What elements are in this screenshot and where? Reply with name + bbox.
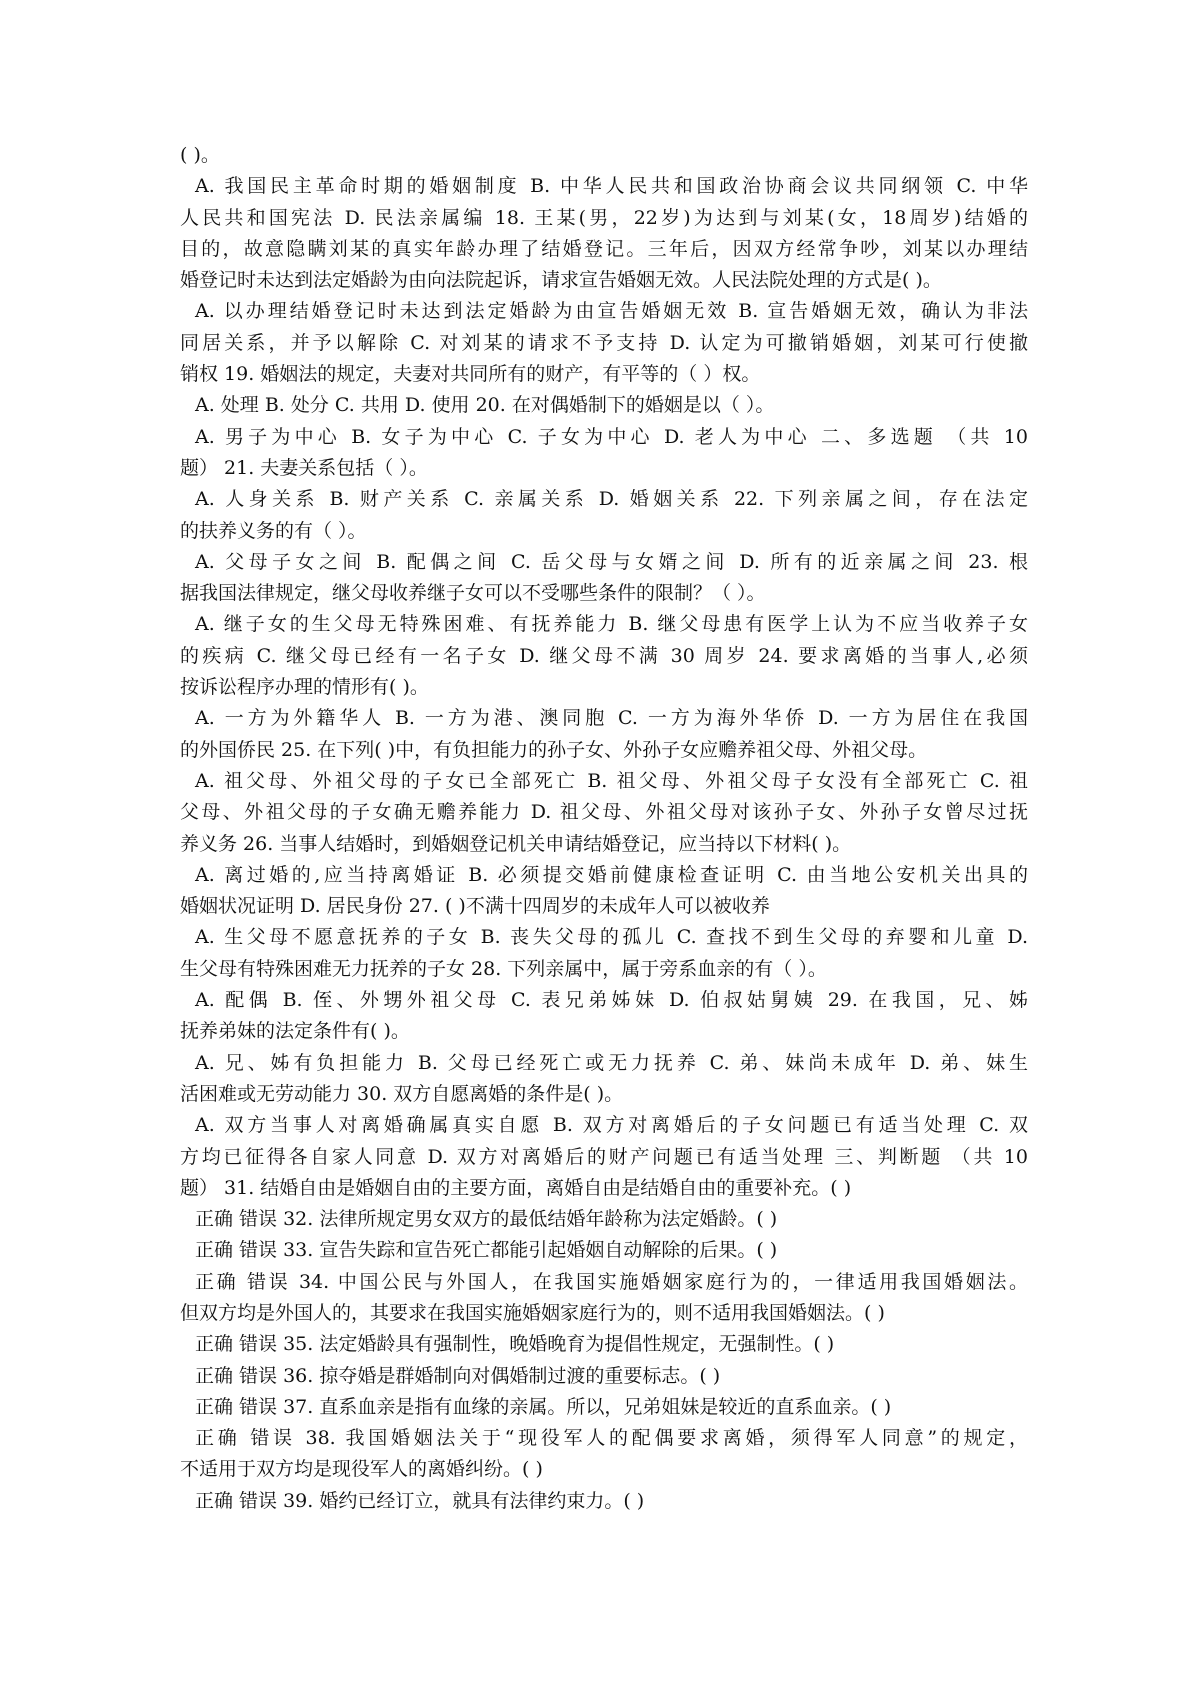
text-line: 不适用于双方均是现役军人的离婚纠纷。( ) [180,1458,543,1481]
text-line: 正确 错误 34. 中国公民与外国人，在我国实施婚姻家庭行为的，一律适用我国婚姻法。 [195,1270,1028,1293]
text-line: 婚姻状况证明 D. 居民身份 27. ( )不满十四周岁的未成年人可以被收养 [180,895,770,918]
text-line: 婚登记时未达到法定婚龄为由向法院起诉，请求宣告婚姻无效。人民法院处理的方式是( )。 [180,269,942,292]
text-line: 正确 错误 36. 掠夺婚是群婚制向对偶婚制过渡的重要标志。( ) [195,1364,721,1387]
text-line: 同居关系，并予以解除 C. 对刘某的请求不予支持 D. 认定为可撤销婚姻，刘某可行使撤 [180,331,1028,354]
text-line: 正确 错误 39. 婚约已经订立，就具有法律约束力。( ) [195,1489,645,1512]
text-line: A. 配偶 B. 侄、外甥外祖父母 C. 表兄弟姊妹 D. 伯叔姑舅姨 29. 在我国，兄、姊 [195,989,1028,1012]
text-line: 题） 31. 结婚自由是婚姻自由的主要方面，离婚自由是结婚自由的重要补充。( ) [180,1176,852,1199]
text-line: A. 我国民主革命时期的婚姻制度 B. 中华人民共和国政治协商会议共同纲领 C. 中华 [195,175,1028,198]
text-line: A. 人身关系 B. 财产关系 C. 亲属关系 D. 婚姻关系 22. 下列亲属之间，存在法定 [195,488,1028,511]
text-line: 养义务 26. 当事人结婚时，到婚姻登记机关申请结婚登记，应当持以下材料( )。 [180,832,852,855]
text-line: 正确 错误 37. 直系血亲是指有血缘的亲属。所以，兄弟姐妹是较近的直系血亲。( ) [195,1395,892,1418]
text-line: 活困难或无劳动能力 30. 双方自愿离婚的条件是( )。 [180,1082,624,1105]
text-line: 的疾病 C. 继父母已经有一名子女 D. 继父母不满 30 周岁 24. 要求离婚的当事人,必须 [180,644,1028,667]
text-line: 的外国侨民 25. 在下列( )中，有负担能力的孙子女、外孙子女应赡养祖父母、外祖父母。 [180,738,928,761]
text-line: A. 处理 B. 处分 C. 共用 D. 使用 20. 在对偶婚制下的婚姻是以（ ）。 [195,394,775,417]
text-line: A. 祖父母、外祖父母的子女已全部死亡 B. 祖父母、外祖父母子女没有全部死亡 C. 祖 [195,769,1028,792]
text-line: 人民共和国宪法 D. 民法亲属编 18. 王某(男，22岁)为达到与刘某(女，18周岁)结婚的 [180,206,1028,229]
text-line: 按诉讼程序办理的情形有( )。 [180,676,429,699]
text-line: 正确 错误 33. 宣告失踪和宣告死亡都能引起婚姻自动解除的后果。( ) [195,1239,778,1262]
text-line: 但双方均是外国人的，其要求在我国实施婚姻家庭行为的，则不适用我国婚姻法。( ) [180,1301,885,1324]
text-line: 销权 19. 婚姻法的规定，夫妻对共同所有的财产，有平等的（ ）权。 [180,363,761,386]
text-line: 题） 21. 夫妻关系包括（ ）。 [180,456,428,479]
text-line: 据我国法律规定，继父母收养继子女可以不受哪些条件的限制？（ ）。 [180,582,766,605]
text-line: 父母、外祖父母的子女确无赡养能力 D. 祖父母、外祖父母对该孙子女、外孙子女曾尽过抚 [180,801,1028,824]
text-line: A. 双方当事人对离婚确属真实自愿 B. 双方对离婚后的子女问题已有适当处理 C. 双 [195,1114,1028,1137]
text-line: ( )。 [180,144,220,166]
text-line: 方均已征得各自家人同意 D. 双方对离婚后的财产问题已有适当处理 三、判断题 （共 10 [180,1145,1028,1168]
text-line: 的扶养义务的有（ ）。 [180,519,367,542]
text-line: 抚养弟妹的法定条件有( )。 [180,1020,410,1043]
text-line: A. 兄、姊有负担能力 B. 父母已经死亡或无力抚养 C. 弟、妹尚未成年 D. 弟、妹生 [195,1051,1028,1074]
text-line: A. 生父母不愿意抚养的子女 B. 丧失父母的孤儿 C. 查找不到生父母的弃婴和儿童 D. [195,926,1028,949]
text-line: 生父母有特殊困难无力抚养的子女 28. 下列亲属中，属于旁系血亲的有（ ）。 [180,957,827,980]
text-line: A. 男子为中心 B. 女子为中心 C. 子女为中心 D. 老人为中心 二、多选题 （共 10 [195,425,1028,448]
document-page [180,140,1028,1517]
text-line: 正确 错误 35. 法定婚龄具有强制性，晚婚晚育为提倡性规定，无强制性。( ) [195,1333,835,1356]
text-line: A. 父母子女之间 B. 配偶之间 C. 岳父母与女婿之间 D. 所有的近亲属之间 23. 根 [195,550,1028,573]
text-line: 正确 错误 38. 我国婚姻法关于“现役军人的配偶要求离婚，须得军人同意”的规定， [195,1427,1028,1450]
text-line: A. 以办理结婚登记时未达到法定婚龄为由宣告婚姻无效 B. 宣告婚姻无效，确认为非法 [195,300,1028,323]
text-line: 正确 错误 32. 法律所规定男女双方的最低结婚年龄称为法定婚龄。( ) [195,1208,778,1231]
text-line: 目的，故意隐瞒刘某的真实年龄办理了结婚登记。三年后，因双方经常争吵，刘某以办理结 [180,237,1028,260]
text-line: A. 离过婚的,应当持离婚证 B. 必须提交婚前健康检查证明 C. 由当地公安机关出具的 [195,863,1028,886]
text-line: A. 继子女的生父母无特殊困难、有抚养能力 B. 继父母患有医学上认为不应当收养子女 [195,613,1028,636]
text-line: A. 一方为外籍华人 B. 一方为港、澳同胞 C. 一方为海外华侨 D. 一方为居住在我国 [195,707,1028,730]
